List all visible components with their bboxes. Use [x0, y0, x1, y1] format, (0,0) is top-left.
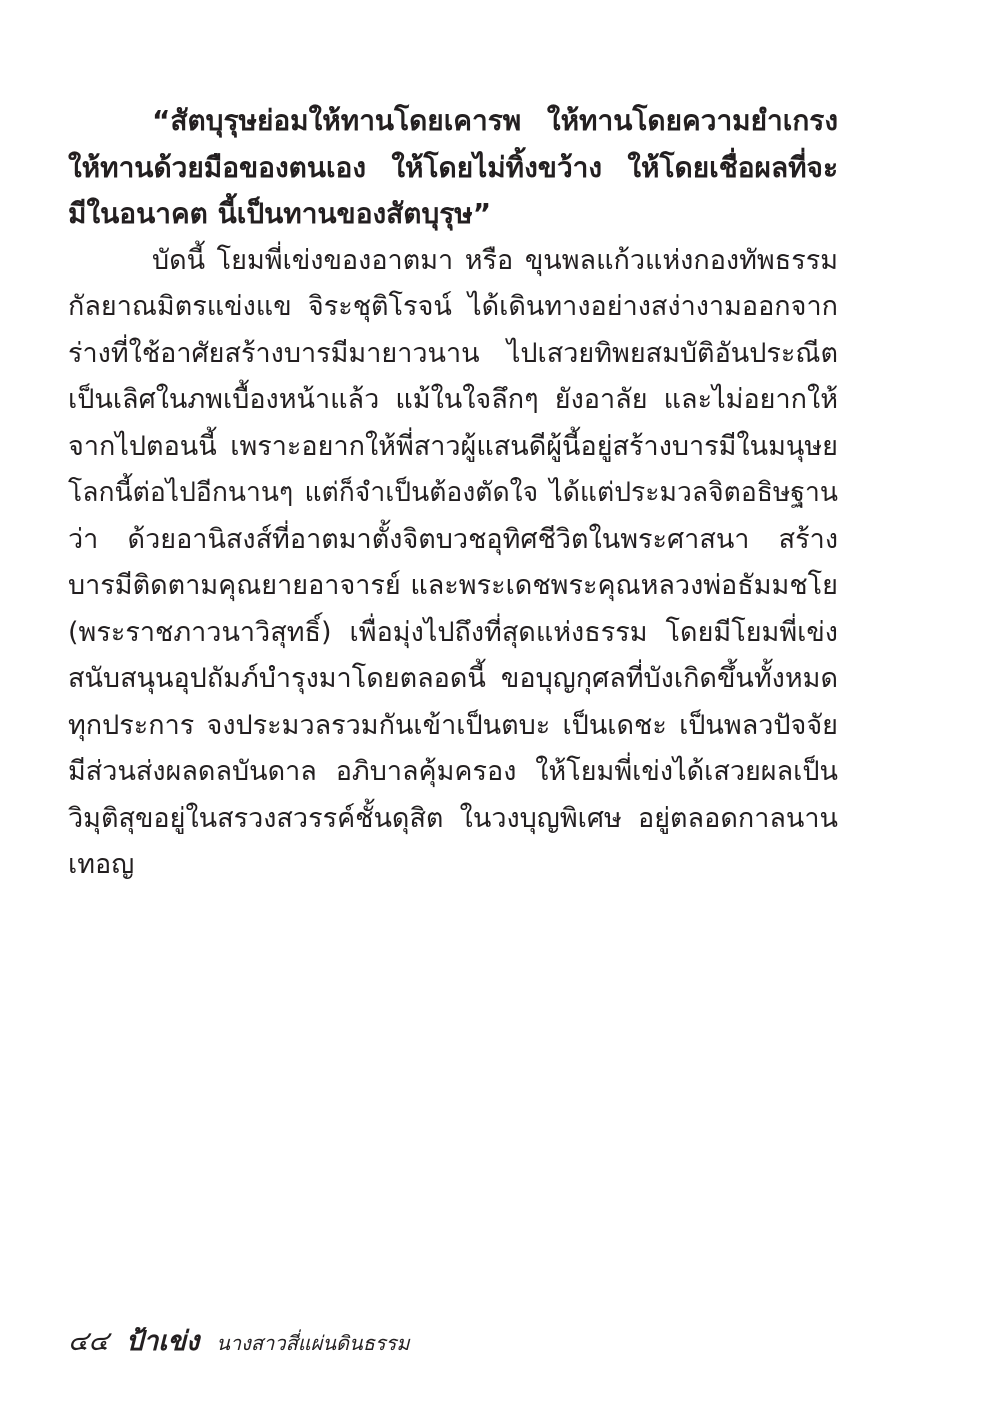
body-line-2: กัลยาณมิตรแข่งแข จิระชุติโรจน์ ได้เดินทางอย่างสง่างามออกจาก — [68, 291, 838, 322]
text-block — [68, 98, 838, 889]
quote-line-1: “สัตบุรุษย่อมให้ทานโดยเคารพ ให้ทานโดยความยำเกรง — [152, 104, 838, 137]
book-title: ป้าเข่ง — [125, 1326, 200, 1357]
quote-line-2: ให้ทานด้วยมือของตนเอง ให้โดยไม่ทิ้งขว้าง ให้โดยเชื่อผลที่จะ — [68, 150, 838, 184]
quote-line-3: มีในอนาคต นี้เป็นทานของสัตบุรุษ” — [68, 197, 492, 230]
body-line-13: วิมุติสุขอยู่ในสรวงสวรรค์ชั้นดุสิต ในวงบุญพิเศษ อยู่ตลอดกาลนาน — [68, 802, 838, 834]
page-number: ๔๔ — [68, 1326, 109, 1357]
body-line-1: บัดนี้ โยมพี่เข่งของอาตมา หรือ ขุนพลแก้วแห่งกองทัพธรรม — [152, 244, 838, 276]
body-line-12: มีส่วนส่งผลดลบันดาล อภิบาลคุ้มครอง ให้โยมพี่เข่งได้เสวยผลเป็น — [68, 756, 838, 787]
body-line-9: (พระราชภาวนาวิสุทธิ์) เพื่อมุ่งไปถึงที่สุดแห่งธรรม โดยมีโยมพี่เข่ง — [68, 616, 838, 648]
body-line-11: ทุกประการ จงประมวลรวมกันเข้าเป็นตบะ เป็นเดชะ เป็นพลวปัจจัย — [68, 709, 838, 741]
body-line-7: ว่า ด้วยอานิสงส์ที่อาตมาตั้งจิตบวชอุทิศชีวิตในพระศาสนา สร้าง — [68, 523, 838, 555]
body-line-5: จากไปตอนนี้ เพราะอยากให้พี่สาวผู้แสนดีผู้นี้อยู่สร้างบารมีในมนุษย — [68, 430, 838, 462]
body-line-8: บารมีติดตามคุณยายอาจารย์ และพระเดชพระคุณหลวงพ่อธัมมชโย — [68, 570, 838, 601]
body-line-14: เทอญ — [68, 849, 135, 880]
page-footer — [68, 1322, 410, 1362]
series-title: นางสาวสี่แผ่นดินธรรม — [216, 1331, 410, 1355]
body-line-3: ร่างที่ใช้อาศัยสร้างบารมีมายาวนาน ไปเสวยทิพยสมบัติอันประณีต — [68, 337, 838, 369]
body-line-4: เป็นเลิศในภพเบื้องหน้าแล้ว แม้ในใจลึกๆ ยังอาลัย และไม่อยากให้ — [68, 384, 838, 415]
body-line-6: โลกนี้ต่อไปอีกนานๆ แต่ก็จำเป็นต้องตัดใจ ได้แต่ประมวลจิตอธิษฐาน — [68, 477, 838, 508]
body-line-10: สนับสนุนอุปถัมภ์บำรุงมาโดยตลอดนี้ ขอบุญกุศลที่บังเกิดขึ้นทั้งหมด — [68, 663, 838, 694]
